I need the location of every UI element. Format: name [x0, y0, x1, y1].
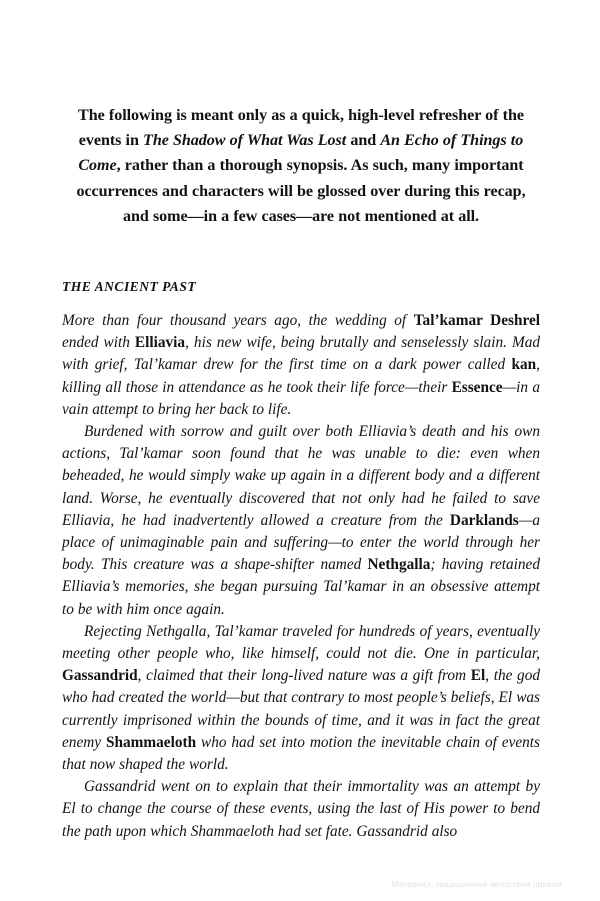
emphasis-bold: Nethgalla [367, 556, 431, 574]
intro-note [62, 0, 540, 229]
section-heading: THE ANCIENT PAST [62, 279, 197, 295]
paragraph [62, 310, 540, 421]
paragraph [62, 421, 540, 621]
body-text-run: who had set into motion the inevitable chain of events that now shaped the world. [62, 733, 540, 774]
body-text-run: , the god who had created the world—but that contrary to most people’s beliefs, El was currently imprisoned within the bounds of time, and it was in fact the great enemy [62, 667, 540, 751]
emphasis-bold: , rather than a thorough synopsis. As such, many important occurrences and characters will be glossed over during this recap, and some—in a few cases—are not mentioned at all. [76, 157, 526, 225]
body-copy [62, 295, 540, 843]
body-text-run: Gassandrid went on to explain that their immortality was an attempt by El to change the course of these events, using the last of His power to bend the path upon which Shammaeloth had set fate. Gassandrid also [62, 778, 540, 840]
emphasis-bold: The following is meant only as a quick, high-level refresher of the events in [78, 107, 524, 150]
emphasis-bold: Tal’kamar Deshrel [413, 312, 541, 330]
emphasis-bold: and [346, 132, 381, 150]
emphasis-bold: Gassandrid [62, 667, 138, 685]
body-text-run: —in a vain attempt to bring her back to life. [62, 378, 540, 418]
body-text-run: , killing all those in attendance as he took their life force—their [62, 356, 540, 396]
body-text-run: More than four thousand years ago, the wedding of [62, 312, 414, 330]
body-text-run: , his new wife, being brutally and senselessly slain. Mad with grief, Tal’kamar drew for the first time on a dark power called [62, 334, 540, 374]
emphasis-bold: Darklands [449, 511, 519, 529]
paragraph [62, 621, 540, 776]
paragraph [62, 776, 540, 843]
body-text-run: , claimed that their long-lived nature was a gift from [137, 667, 471, 685]
page-text-column [62, 0, 540, 843]
emphasis-bold: kan [511, 356, 537, 374]
emphasis-bold: Shammaeloth [105, 733, 197, 751]
body-text-run: Burdened with sorrow and guilt over both Elliavia’s death and his own actions, Tal’kamar soon found that he was unable to die: even when beheaded, he would simply wake up again in a different body and a different land. Worse, he eventually discovered that not only had he failed to save Elliavia, he had inadvertently allowed a creature from the [62, 423, 540, 529]
body-text-run: ; having retained Elliavia’s memories, she began pursuing Tal’kamar in an obsessive attempt to be with him once again. [62, 556, 540, 618]
emphasis-bold: Essence [451, 378, 503, 396]
body-text-run: —a place of unimaginable pain and suffering—to enter the world through her body. This creature was a shape-shifter named [62, 511, 540, 574]
book-title: The Shadow of What Was Lost [143, 132, 347, 150]
copyright-watermark: Материал, защищенный авторским правом [391, 880, 562, 889]
book-title: An Echo of Things to Come [78, 132, 524, 175]
emphasis-bold: Elliavia [134, 334, 186, 352]
emphasis-bold: El [470, 667, 486, 685]
body-text-run: Rejecting Nethgalla, Tal’kamar traveled for hundreds of years, eventually meeting other people who, like himself, could not die. One in particular, [62, 622, 540, 663]
body-text-run: ended with [62, 334, 135, 352]
